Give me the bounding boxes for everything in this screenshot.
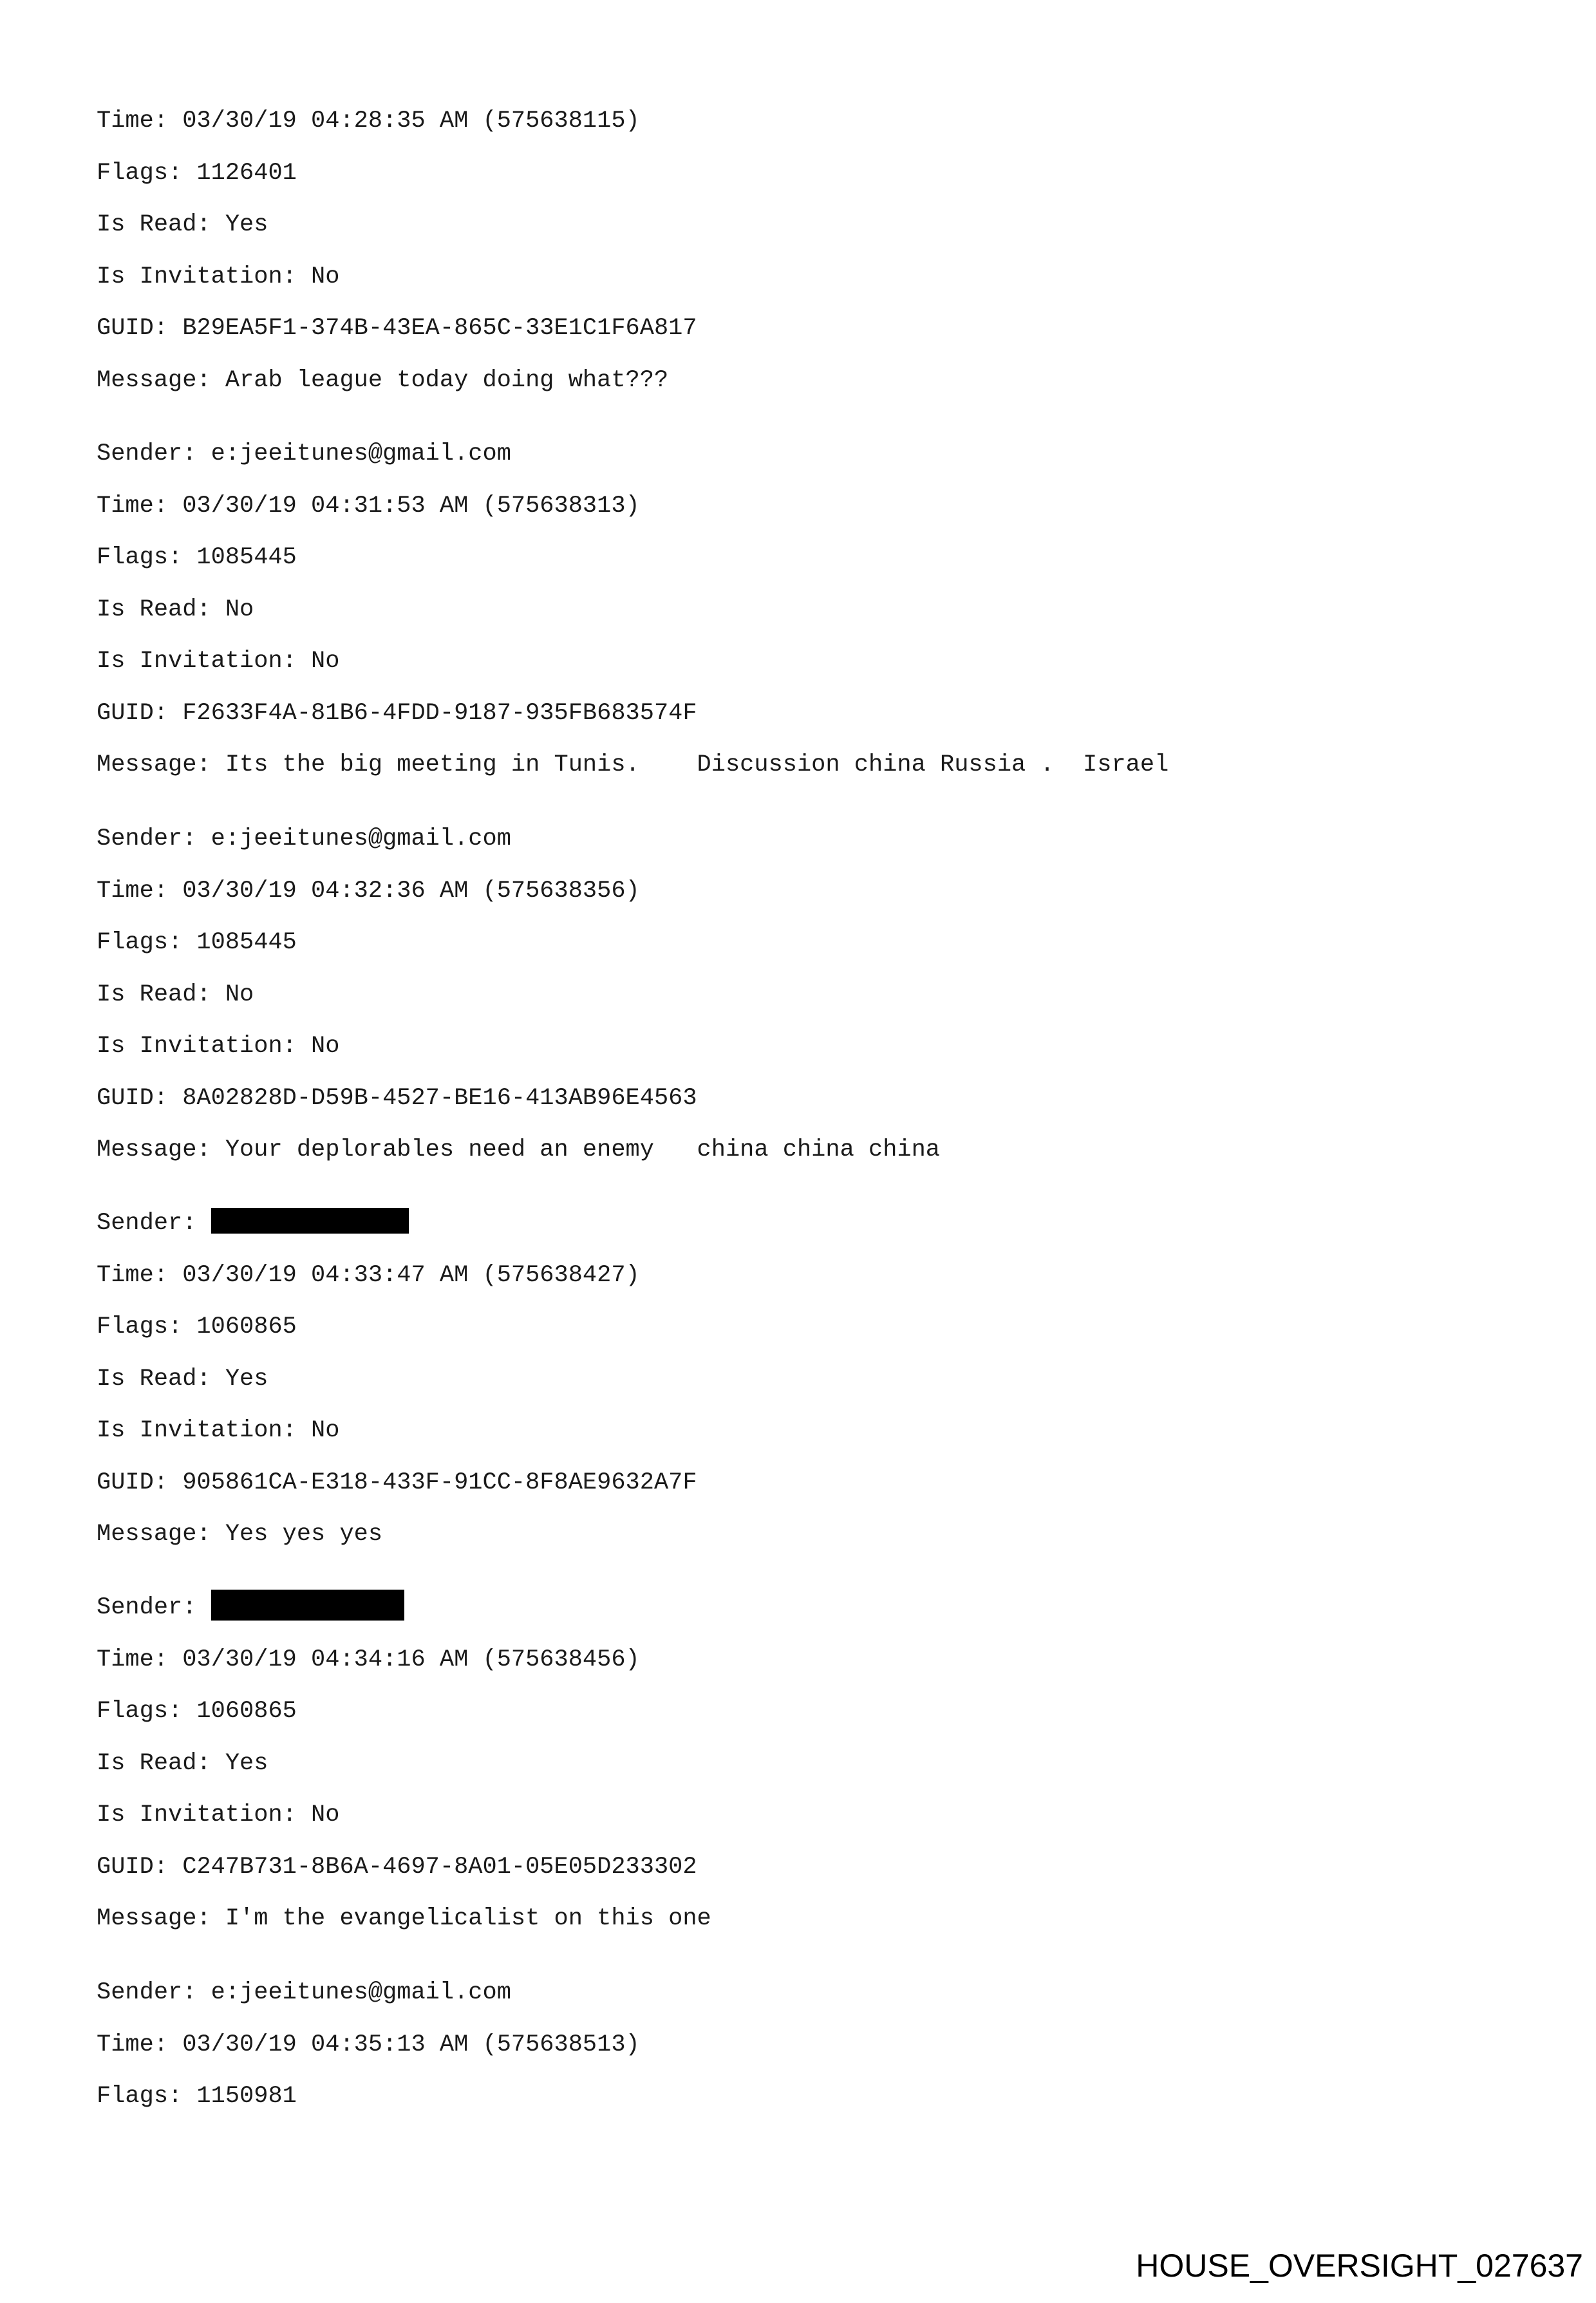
time-field: Time: 03/30/19 04:28:35 AM (575638115) (97, 108, 640, 135)
message-record (97, 95, 1513, 406)
message-field: Message: Yes yes yes (97, 1521, 383, 1548)
redaction-block (211, 1590, 404, 1621)
time-field: Time: 03/30/19 04:31:53 AM (575638313) (97, 492, 640, 520)
guid-field: GUID: F2633F4A-81B6-4FDD-9187-935FB683574F (97, 699, 697, 727)
bates-number: HOUSE_OVERSIGHT_027637 (1136, 2248, 1583, 2284)
message-record (97, 428, 1513, 791)
message-record (97, 1967, 1513, 2123)
sender-label: Sender: (97, 1594, 211, 1621)
guid-field: GUID: B29EA5F1-374B-43EA-865C-33E1C1F6A817 (97, 315, 697, 342)
message-field: Message: Arab league today doing what??? (97, 366, 669, 394)
flags-field: Flags: 1150981 (97, 2083, 297, 2110)
is-read-field: Is Read: Yes (97, 1749, 268, 1777)
is-invitation-field: Is Invitation: No (97, 1033, 340, 1060)
time-field: Time: 03/30/19 04:32:36 AM (575638356) (97, 877, 640, 905)
flags-field: Flags: 1085445 (97, 544, 297, 571)
sender-field: Sender: e:jeeitunes@gmail.com (97, 440, 511, 467)
flags-field: Flags: 1060865 (97, 1313, 297, 1340)
is-read-field: Is Read: No (97, 981, 254, 1008)
is-invitation-field: Is Invitation: No (97, 1417, 340, 1444)
is-read-field: Is Read: Yes (97, 211, 268, 238)
message-record (97, 813, 1513, 1176)
redaction-block (211, 1208, 409, 1234)
message-field: Message: Its the big meeting in Tunis. Discussion china Russia . Israel (97, 751, 1169, 778)
guid-field: GUID: C247B731-8B6A-4697-8A01-05E05D233302 (97, 1853, 697, 1881)
is-read-field: Is Read: Yes (97, 1365, 268, 1393)
time-field: Time: 03/30/19 04:33:47 AM (575638427) (97, 1261, 640, 1289)
message-record (97, 1582, 1513, 1945)
is-invitation-field: Is Invitation: No (97, 1801, 340, 1828)
guid-field: GUID: 8A02828D-D59B-4527-BE16-413AB96E4563 (97, 1084, 697, 1112)
is-invitation-field: Is Invitation: No (97, 263, 340, 290)
sender-field (97, 1198, 1513, 1250)
sender-field: Sender: e:jeeitunes@gmail.com (97, 825, 511, 852)
flags-field: Flags: 1085445 (97, 929, 297, 956)
flags-field: Flags: 1060865 (97, 1698, 297, 1725)
message-record (97, 1198, 1513, 1561)
flags-field: Flags: 1126401 (97, 159, 297, 187)
is-read-field: Is Read: No (97, 596, 254, 623)
is-invitation-field: Is Invitation: No (97, 648, 340, 675)
sender-label: Sender: (97, 1210, 211, 1237)
guid-field: GUID: 905861CA-E318-433F-91CC-8F8AE9632A7F (97, 1469, 697, 1496)
sender-field (97, 1582, 1513, 1634)
message-field: Message: I'm the evangelicalist on this one (97, 1905, 711, 1932)
message-field: Message: Your deplorables need an enemy china china china (97, 1136, 941, 1163)
time-field: Time: 03/30/19 04:34:16 AM (575638456) (97, 1646, 640, 1673)
sender-field: Sender: e:jeeitunes@gmail.com (97, 1979, 511, 2006)
time-field: Time: 03/30/19 04:35:13 AM (575638513) (97, 2031, 640, 2058)
